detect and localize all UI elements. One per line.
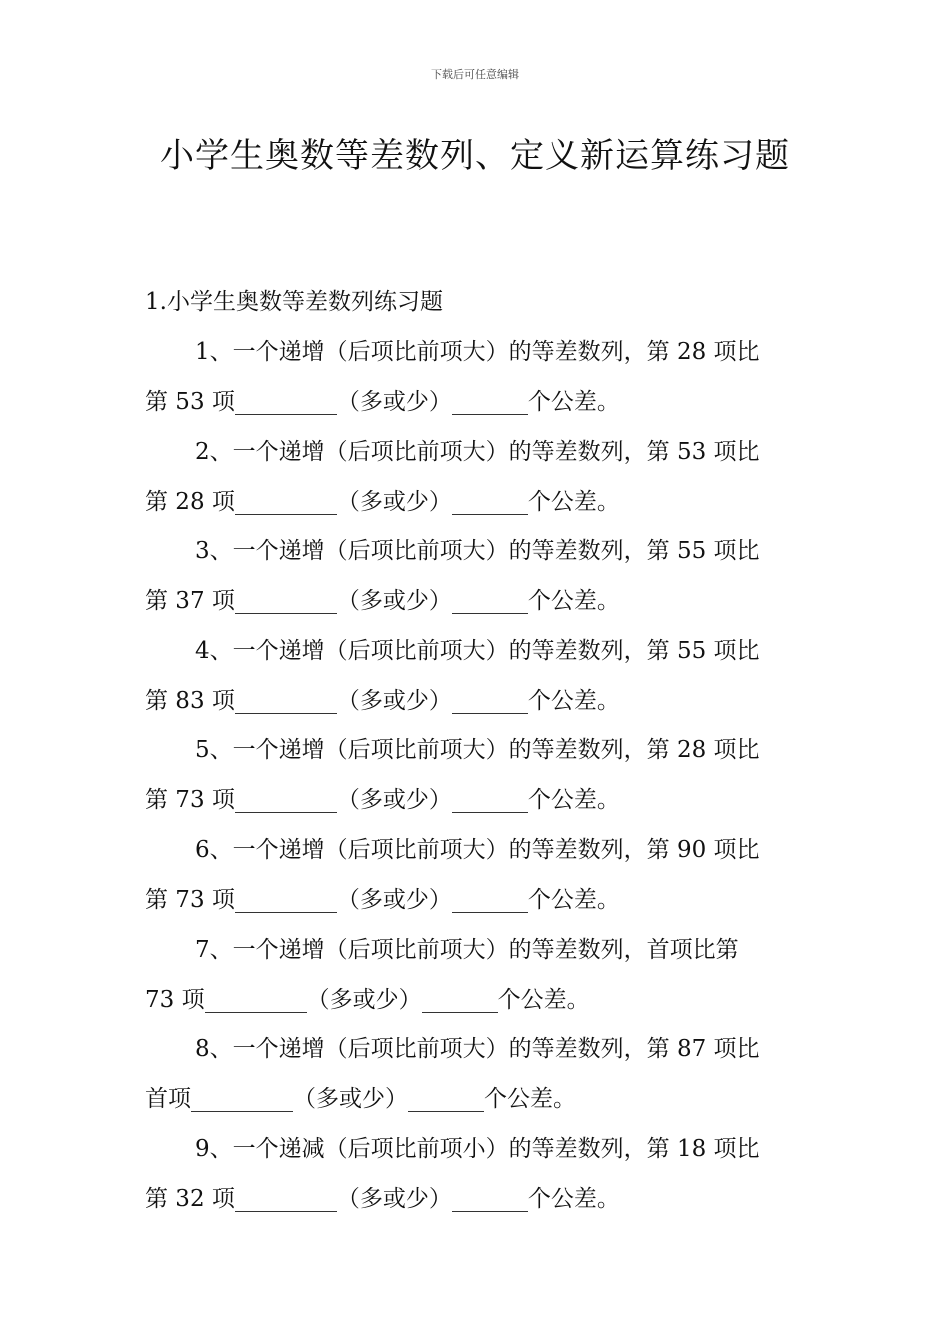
page-title: 小学生奥数等差数列、定义新运算练习题 [160, 136, 790, 176]
question-suffix: 个公差。 [527, 787, 620, 814]
question-suffix: 个公差。 [527, 588, 620, 615]
answer-blank-count[interactable] [452, 484, 528, 515]
answer-blank-count[interactable] [408, 1081, 484, 1112]
question-suffix: 个公差。 [527, 1185, 620, 1212]
question-suffix: 个公差。 [527, 687, 620, 714]
hint-more-or-less: （多或少） [336, 787, 452, 814]
question-text: 5、一个递增（后项比前项大）的等差数列，第 28 项比 [195, 737, 760, 764]
answer-blank-more-or-less[interactable] [235, 882, 337, 913]
answer-blank-count[interactable] [452, 683, 528, 714]
answer-blank-more-or-less[interactable] [205, 982, 307, 1013]
answer-blank-count[interactable] [452, 1181, 528, 1212]
question-term: 第 73 项 [145, 787, 235, 814]
hint-more-or-less: （多或少） [336, 687, 452, 714]
hint-more-or-less: （多或少） [336, 488, 452, 515]
hint-more-or-less: （多或少） [336, 389, 452, 415]
hint-more-or-less: （多或少） [336, 1185, 452, 1212]
hint-more-or-less: （多或少） [336, 886, 452, 913]
question-item [145, 427, 810, 527]
question-term: 第 53 项 [145, 389, 235, 415]
question-term: 第 73 项 [145, 886, 235, 913]
question-suffix: 个公差。 [527, 886, 620, 913]
answer-blank-count[interactable] [452, 384, 528, 415]
question-item [145, 825, 810, 925]
question-item [145, 526, 810, 626]
question-text: 4、一个递增（后项比前项大）的等差数列，第 55 项比 [195, 637, 760, 664]
question-suffix: 个公差。 [497, 986, 590, 1013]
question-suffix: 个公差。 [527, 488, 620, 515]
question-item [145, 1024, 810, 1124]
question-suffix: 个公差。 [527, 389, 620, 415]
answer-blank-more-or-less[interactable] [235, 782, 337, 813]
question-term: 第 32 项 [145, 1185, 235, 1212]
answer-blank-more-or-less[interactable] [235, 484, 337, 515]
question-term: 第 83 项 [145, 687, 235, 714]
question-text: 7、一个递增（后项比前项大）的等差数列，首项比第 [195, 936, 739, 963]
question-item [145, 626, 810, 726]
question-suffix: 个公差。 [484, 1086, 576, 1113]
question-item [145, 327, 810, 427]
question-list [145, 327, 810, 1223]
hint-more-or-less: （多或少） [306, 986, 422, 1013]
answer-blank-more-or-less[interactable] [235, 683, 337, 714]
question-item [145, 725, 810, 825]
hint-more-or-less: （多或少） [293, 1086, 408, 1113]
question-text: 3、一个递增（后项比前项大）的等差数列，第 55 项比 [195, 538, 760, 565]
question-item [145, 1124, 810, 1224]
question-text: 2、一个递增（后项比前项大）的等差数列，第 53 项比 [195, 438, 760, 465]
question-text: 6、一个递增（后项比前项大）的等差数列，第 90 项比 [195, 836, 760, 863]
question-term: 第 37 项 [145, 588, 235, 615]
header-note: 下载后可任意编辑 [431, 68, 519, 81]
question-text: 9、一个递减（后项比前项小）的等差数列，第 18 项比 [195, 1135, 760, 1162]
question-item [145, 925, 810, 1025]
answer-blank-more-or-less[interactable] [235, 384, 337, 415]
answer-blank-more-or-less[interactable] [191, 1081, 293, 1112]
answer-blank-count[interactable] [452, 583, 528, 614]
question-term: 73 项 [145, 986, 205, 1013]
answer-blank-count[interactable] [452, 782, 528, 813]
question-term: 首项 [145, 1086, 191, 1113]
hint-more-or-less: （多或少） [336, 588, 452, 615]
answer-blank-count[interactable] [422, 982, 498, 1013]
answer-blank-count[interactable] [452, 882, 528, 913]
question-term: 第 28 项 [145, 488, 235, 515]
question-text: 8、一个递增（后项比前项大）的等差数列，第 87 项比 [195, 1036, 760, 1063]
answer-blank-more-or-less[interactable] [235, 583, 337, 614]
answer-blank-more-or-less[interactable] [235, 1181, 337, 1212]
question-text: 1、一个递增（后项比前项大）的等差数列，第 28 项比 [195, 339, 760, 365]
section-heading: 1.小学生奥数等差数列练习题 [145, 289, 443, 315]
